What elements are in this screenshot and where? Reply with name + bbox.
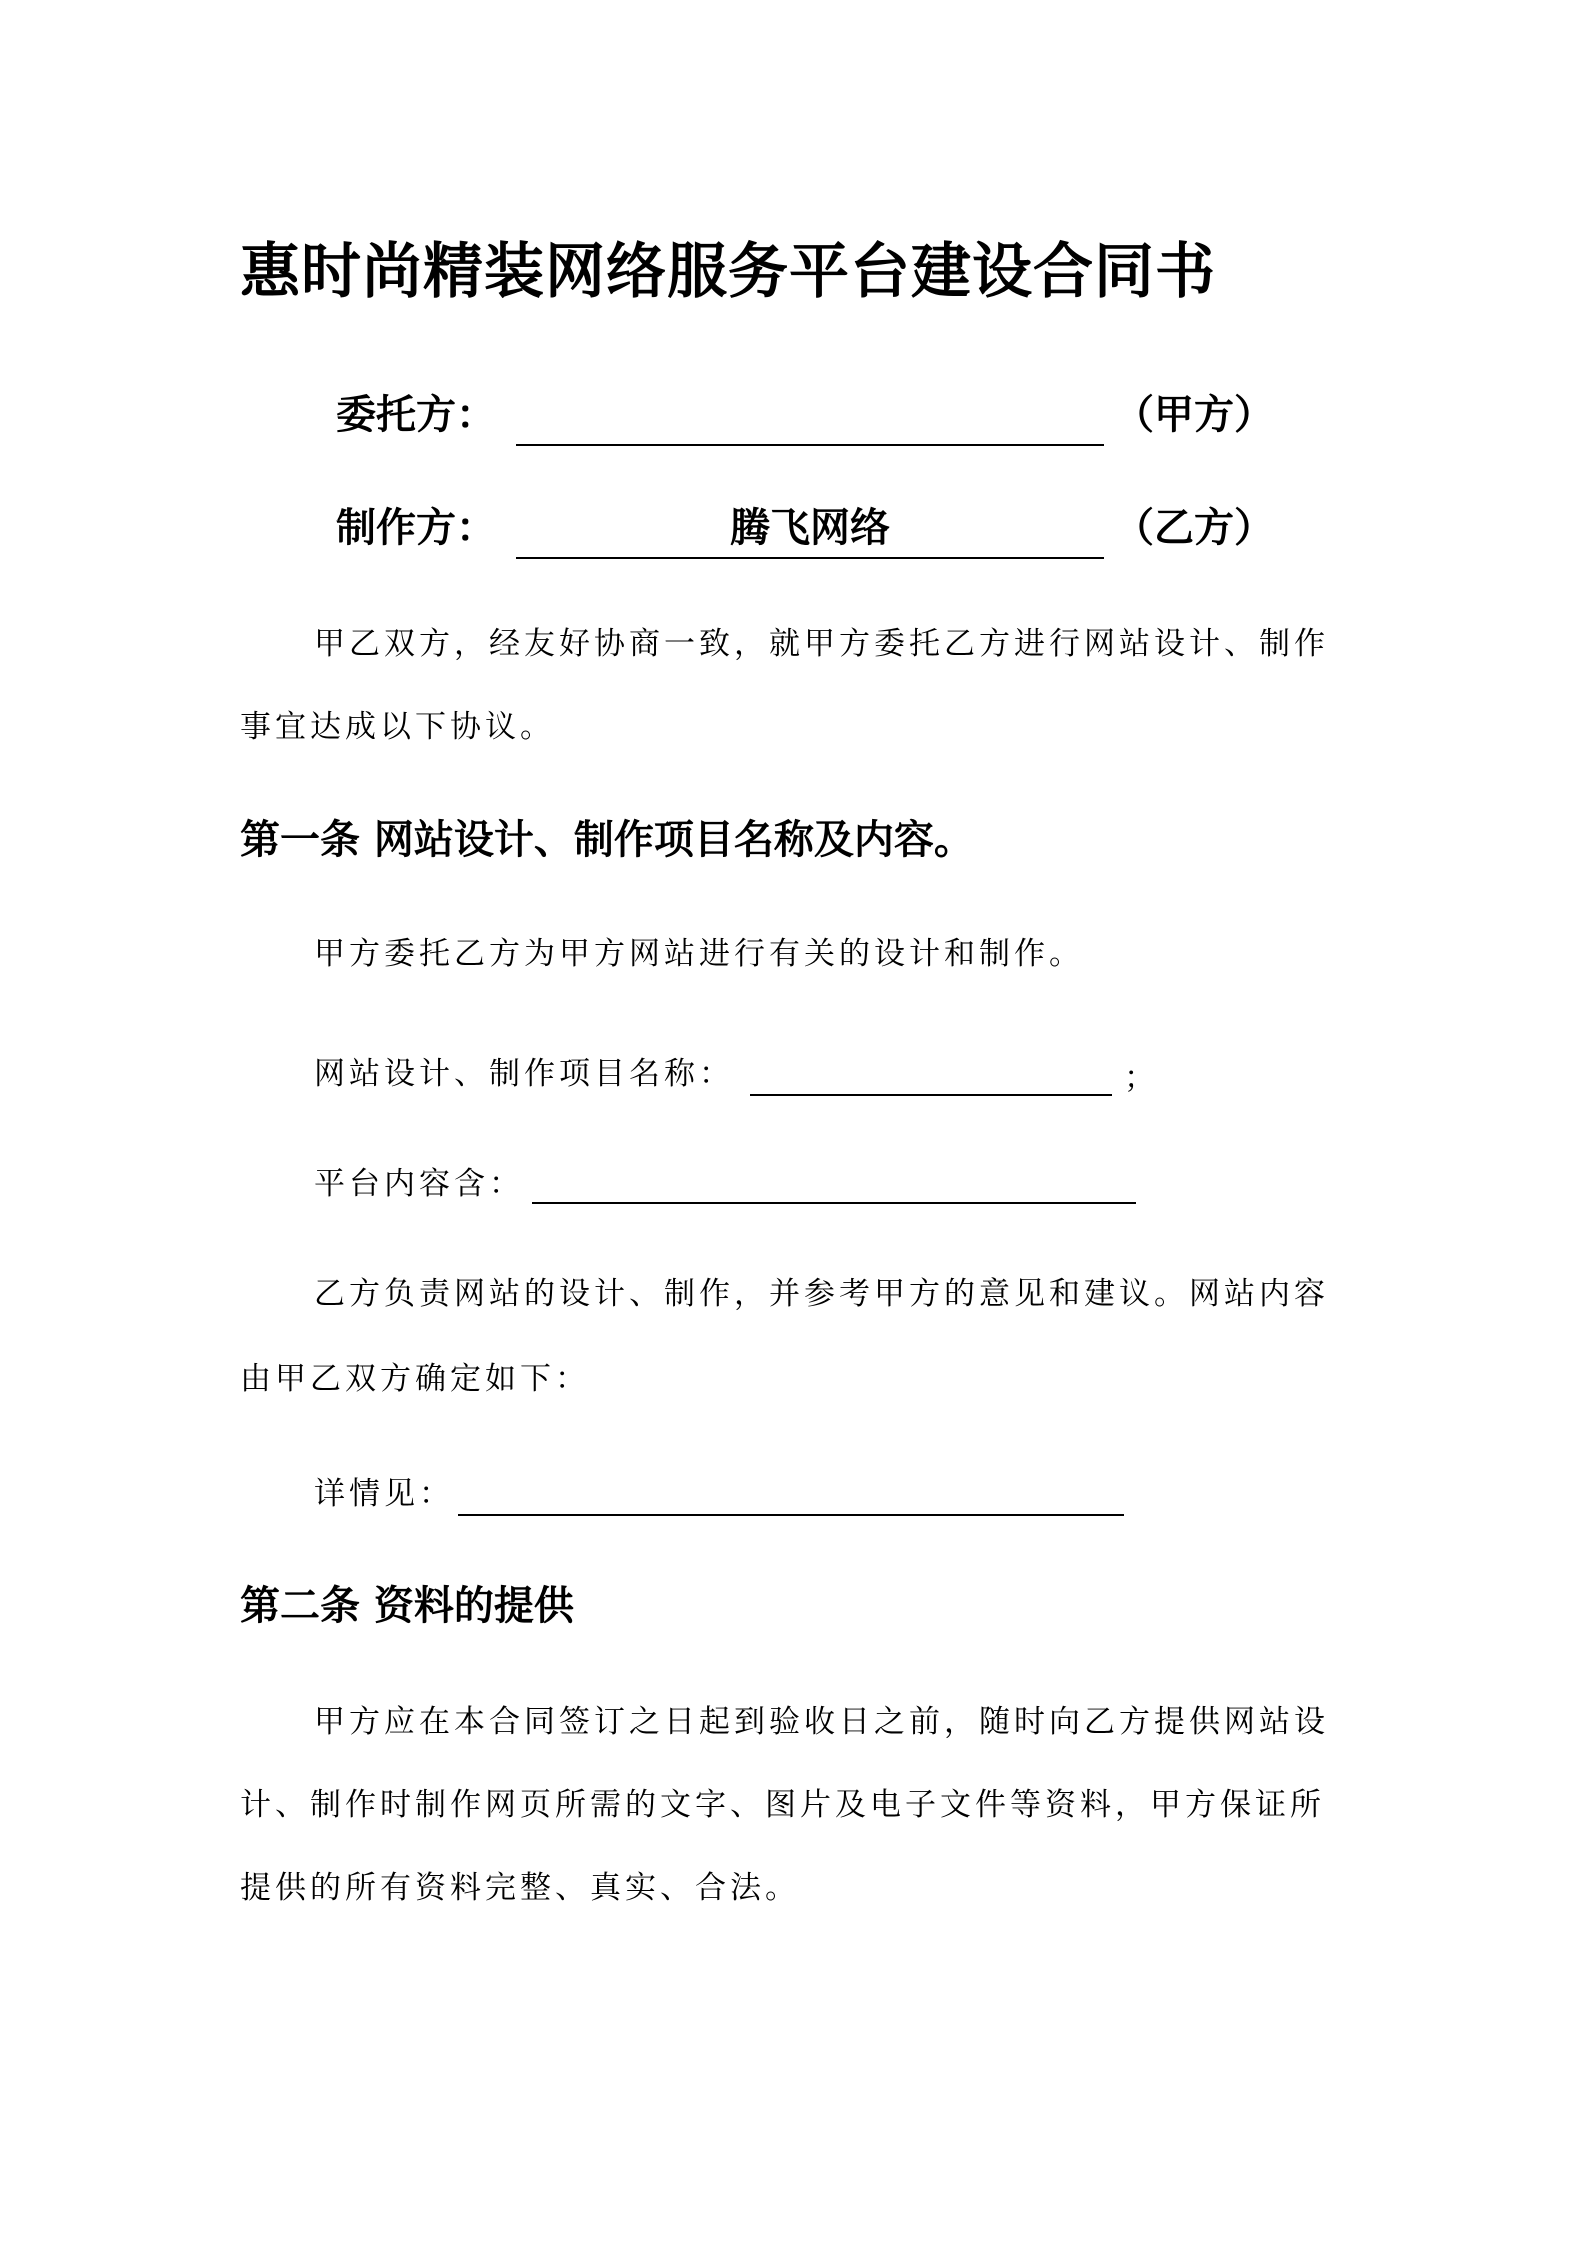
maker-role: （乙方） xyxy=(1114,505,1274,551)
client-label: 委托方： xyxy=(336,392,496,438)
article-2-line-2: 计、制作时制作网页所需的文字、图片及电子文件等资料，甲方保证所 xyxy=(240,1787,1325,1823)
maker-value: 腾飞网络 xyxy=(730,505,890,551)
platform-content-underline xyxy=(532,1202,1136,1204)
project-name-underline xyxy=(750,1094,1112,1096)
article-1-paragraph-1: 甲方委托乙方为甲方网站进行有关的设计和制作。 xyxy=(314,936,1084,972)
article-1-paragraph-2-line-2: 由甲乙双方确定如下： xyxy=(240,1361,590,1397)
platform-content-label: 平台内容含： xyxy=(314,1166,524,1202)
article-1-paragraph-2-line-1: 乙方负责网站的设计、制作，并参考甲方的意见和建议。网站内容 xyxy=(314,1276,1329,1312)
intro-line-1: 甲乙双方，经友好协商一致，就甲方委托乙方进行网站设计、制作 xyxy=(314,626,1329,662)
client-underline xyxy=(516,444,1104,446)
article-2-line-1: 甲方应在本合同签订之日起到验收日之前，随时向乙方提供网站设 xyxy=(314,1704,1329,1740)
article-2-line-3: 提供的所有资料完整、真实、合法。 xyxy=(240,1870,800,1906)
document-title: 惠时尚精装网络服务平台建设合同书 xyxy=(240,237,1216,307)
project-name-label: 网站设计、制作项目名称： xyxy=(314,1056,734,1092)
client-role: （甲方） xyxy=(1114,392,1274,438)
article-1-heading: 第一条 网站设计、制作项目名称及内容。 xyxy=(240,817,974,863)
details-label: 详情见： xyxy=(314,1476,454,1512)
project-name-suffix: ； xyxy=(1124,1060,1159,1096)
details-underline xyxy=(458,1514,1124,1516)
intro-line-2: 事宜达成以下协议。 xyxy=(240,709,555,745)
maker-label: 制作方： xyxy=(336,505,496,551)
article-2-heading: 第二条 资料的提供 xyxy=(240,1583,574,1629)
maker-underline xyxy=(516,557,1104,559)
